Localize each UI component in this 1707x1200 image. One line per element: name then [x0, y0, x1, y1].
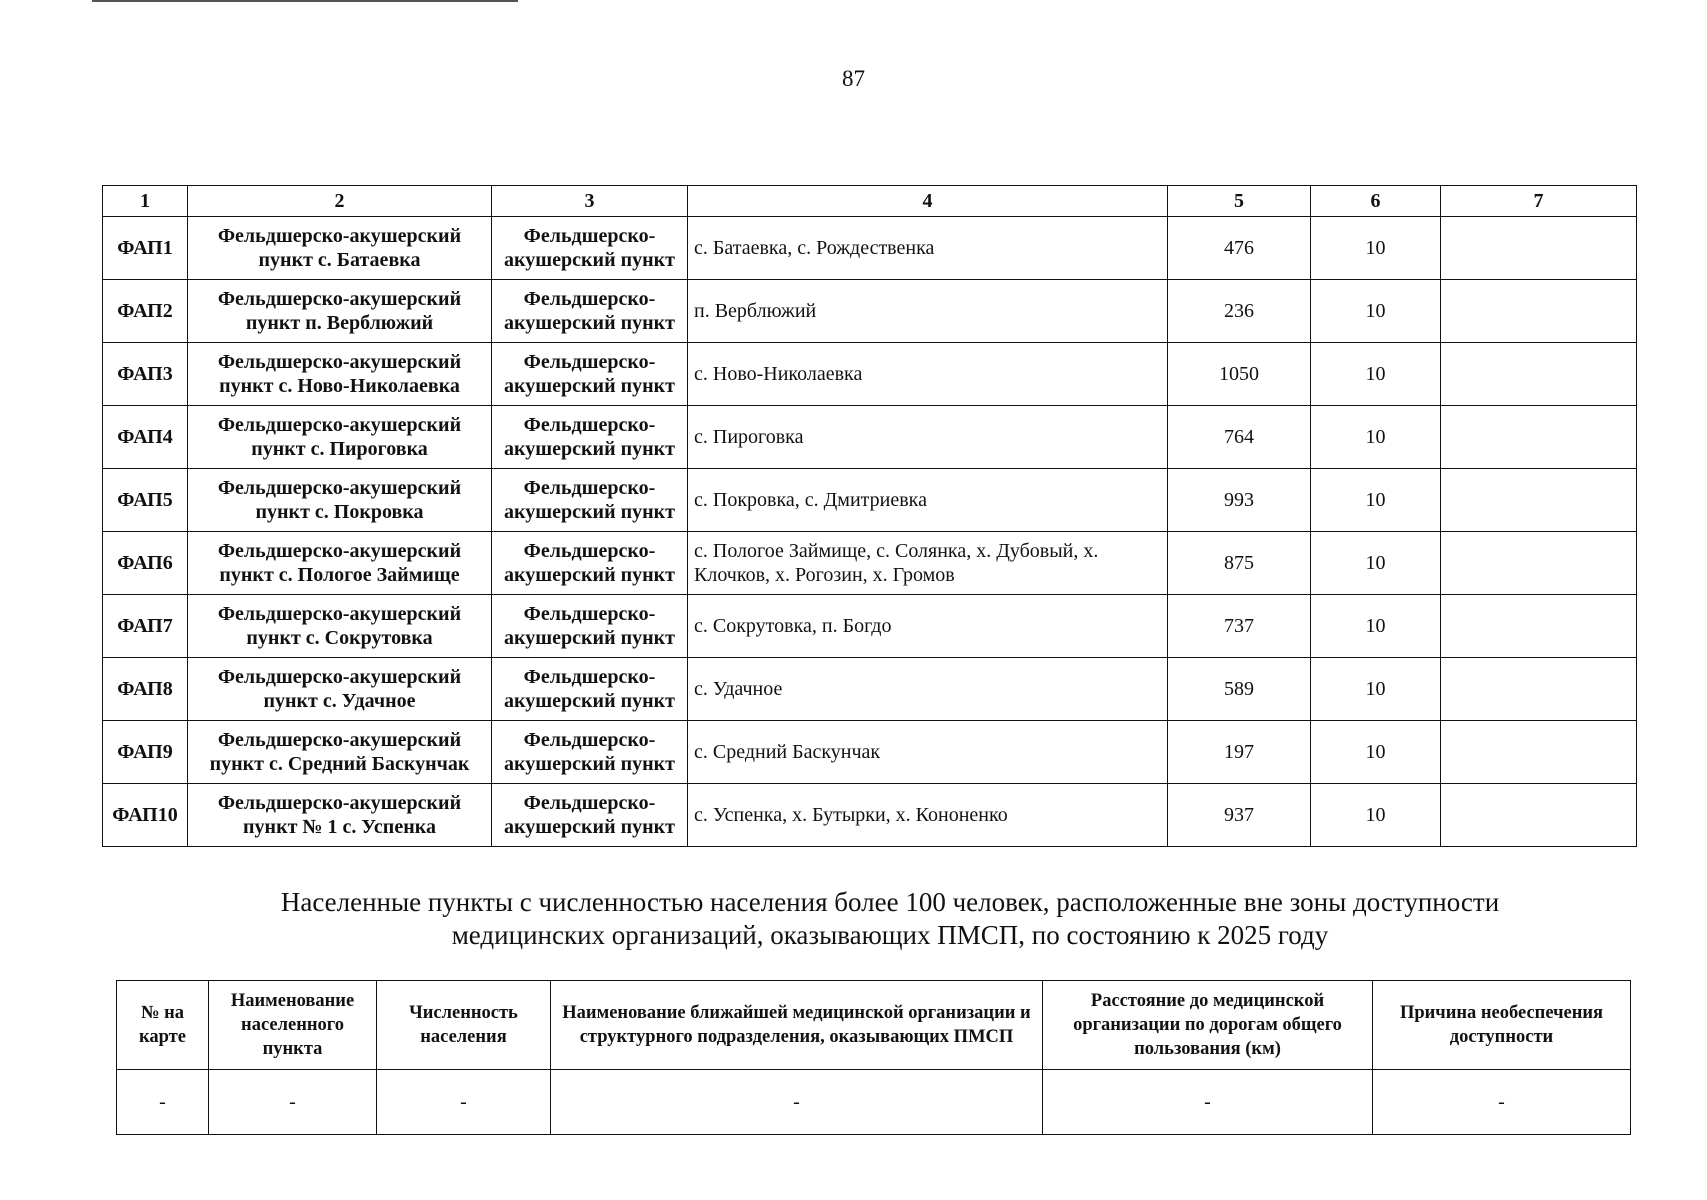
population-cell: 589: [1168, 658, 1311, 721]
served-settlements-cell: с. Успенка, х. Бутырки, х. Кононенко: [688, 784, 1168, 847]
facility-type-cell: Фельдшерско-акушерский пункт: [492, 532, 688, 595]
table-row: [103, 532, 1637, 595]
facility-code-cell: ФАП1: [103, 217, 188, 280]
column-number: 7: [1441, 186, 1637, 217]
facility-code-cell: ФАП5: [103, 469, 188, 532]
distance-cell: 10: [1311, 532, 1441, 595]
facility-name-cell: Фельдшерско-акушерский пункт № 1 с. Успенка: [188, 784, 492, 847]
cell-road-distance: -: [1043, 1070, 1373, 1135]
population-cell: 937: [1168, 784, 1311, 847]
facility-type-cell: Фельдшерско-акушерский пункт: [492, 406, 688, 469]
table-row: [103, 280, 1637, 343]
column-number: 6: [1311, 186, 1441, 217]
note-cell: [1441, 658, 1637, 721]
section-heading-line1: Населенные пункты с численностью населения более 100 человек, расположенные вне зоны доступности: [280, 887, 1500, 917]
note-cell: [1441, 532, 1637, 595]
note-cell: [1441, 217, 1637, 280]
header-reason: Причина необеспечения доступности: [1373, 981, 1631, 1070]
facility-type-cell: Фельдшерско-акушерский пункт: [492, 217, 688, 280]
distance-cell: 10: [1311, 280, 1441, 343]
column-number: 4: [688, 186, 1168, 217]
note-cell: [1441, 280, 1637, 343]
distance-cell: 10: [1311, 784, 1441, 847]
table-row: [103, 469, 1637, 532]
facility-name-cell: Фельдшерско-акушерский пункт с. Пироговка: [188, 406, 492, 469]
table-row: [103, 721, 1637, 784]
served-settlements-cell: с. Удачное: [688, 658, 1168, 721]
facility-code-cell: ФАП10: [103, 784, 188, 847]
column-number: 1: [103, 186, 188, 217]
facility-code-cell: ФАП9: [103, 721, 188, 784]
header-nearest-organization: Наименование ближайшей медицинской организации и структурного подразделения, оказывающих ПМСП: [551, 981, 1043, 1070]
served-settlements-cell: с. Средний Баскунчак: [688, 721, 1168, 784]
facilities-table: [102, 185, 1637, 847]
out-of-reach-row: [117, 1070, 1631, 1135]
served-settlements-cell: с. Ново-Николаевка: [688, 343, 1168, 406]
facility-code-cell: ФАП4: [103, 406, 188, 469]
served-settlements-cell: с. Покровка, с. Дмитриевка: [688, 469, 1168, 532]
out-of-reach-table: [116, 980, 1631, 1135]
served-settlements-cell: п. Верблюжий: [688, 280, 1168, 343]
population-cell: 197: [1168, 721, 1311, 784]
table-row: [103, 343, 1637, 406]
facility-type-cell: Фельдшерско-акушерский пункт: [492, 784, 688, 847]
header-population: Численность населения: [377, 981, 551, 1070]
distance-cell: 10: [1311, 406, 1441, 469]
note-cell: [1441, 406, 1637, 469]
facility-code-cell: ФАП6: [103, 532, 188, 595]
served-settlements-cell: с. Сокрутовка, п. Богдо: [688, 595, 1168, 658]
facility-type-cell: Фельдшерско-акушерский пункт: [492, 280, 688, 343]
header-settlement-name: Наименование населенного пункта: [209, 981, 377, 1070]
distance-cell: 10: [1311, 469, 1441, 532]
cell-population: -: [377, 1070, 551, 1135]
distance-cell: 10: [1311, 343, 1441, 406]
table-row: [103, 595, 1637, 658]
note-cell: [1441, 343, 1637, 406]
distance-cell: 10: [1311, 217, 1441, 280]
facility-name-cell: Фельдшерско-акушерский пункт с. Удачное: [188, 658, 492, 721]
facility-name-cell: Фельдшерско-акушерский пункт с. Покровка: [188, 469, 492, 532]
column-number-row: [103, 186, 1637, 217]
facility-name-cell: Фельдшерско-акушерский пункт с. Ново-Николаевка: [188, 343, 492, 406]
facility-type-cell: Фельдшерско-акушерский пункт: [492, 469, 688, 532]
served-settlements-cell: с. Батаевка, с. Рождественка: [688, 217, 1168, 280]
population-cell: 764: [1168, 406, 1311, 469]
table-row: [103, 406, 1637, 469]
facilities-table-body: [103, 186, 1637, 847]
cell-map-number: -: [117, 1070, 209, 1135]
facility-code-cell: ФАП3: [103, 343, 188, 406]
served-settlements-cell: с. Пироговка: [688, 406, 1168, 469]
facility-type-cell: Фельдшерско-акушерский пункт: [492, 658, 688, 721]
population-cell: 993: [1168, 469, 1311, 532]
facility-type-cell: Фельдшерско-акушерский пункт: [492, 595, 688, 658]
table-row: [103, 217, 1637, 280]
note-cell: [1441, 595, 1637, 658]
distance-cell: 10: [1311, 595, 1441, 658]
facility-code-cell: ФАП2: [103, 280, 188, 343]
note-cell: [1441, 784, 1637, 847]
column-number: 3: [492, 186, 688, 217]
population-cell: 476: [1168, 217, 1311, 280]
page-number: 87: [842, 66, 865, 91]
column-number: 5: [1168, 186, 1311, 217]
header-road-distance: Расстояние до медицинской организации по дорогам общего пользования (км): [1043, 981, 1373, 1070]
facility-code-cell: ФАП7: [103, 595, 188, 658]
facility-name-cell: Фельдшерско-акушерский пункт с. Пологое Займище: [188, 532, 492, 595]
top-rule: [92, 0, 518, 2]
population-cell: 875: [1168, 532, 1311, 595]
facility-name-cell: Фельдшерско-акушерский пункт с. Батаевка: [188, 217, 492, 280]
facility-name-cell: Фельдшерско-акушерский пункт с. Средний Баскунчак: [188, 721, 492, 784]
population-cell: 236: [1168, 280, 1311, 343]
note-cell: [1441, 721, 1637, 784]
facility-type-cell: Фельдшерско-акушерский пункт: [492, 343, 688, 406]
population-cell: 737: [1168, 595, 1311, 658]
cell-nearest-organization: -: [551, 1070, 1043, 1135]
header-map-number: № на карте: [117, 981, 209, 1070]
facility-name-cell: Фельдшерско-акушерский пункт с. Сокрутовка: [188, 595, 492, 658]
served-settlements-cell: с. Пологое Займище, с. Солянка, х. Дубовый, х. Клочков, х. Рогозин, х. Громов: [688, 532, 1168, 595]
cell-settlement-name: -: [209, 1070, 377, 1135]
table-row: [103, 658, 1637, 721]
note-cell: [1441, 469, 1637, 532]
out-of-reach-header-row: [117, 981, 1631, 1070]
population-cell: 1050: [1168, 343, 1311, 406]
facility-code-cell: ФАП8: [103, 658, 188, 721]
cell-reason: -: [1373, 1070, 1631, 1135]
distance-cell: 10: [1311, 721, 1441, 784]
section-heading-line2: медицинских организаций, оказывающих ПМСП, по состоянию к 2025 году: [451, 920, 1329, 950]
section-heading: [150, 886, 1630, 952]
facility-name-cell: Фельдшерско-акушерский пункт п. Верблюжий: [188, 280, 492, 343]
distance-cell: 10: [1311, 658, 1441, 721]
facility-type-cell: Фельдшерско-акушерский пункт: [492, 721, 688, 784]
table-row: [103, 784, 1637, 847]
column-number: 2: [188, 186, 492, 217]
